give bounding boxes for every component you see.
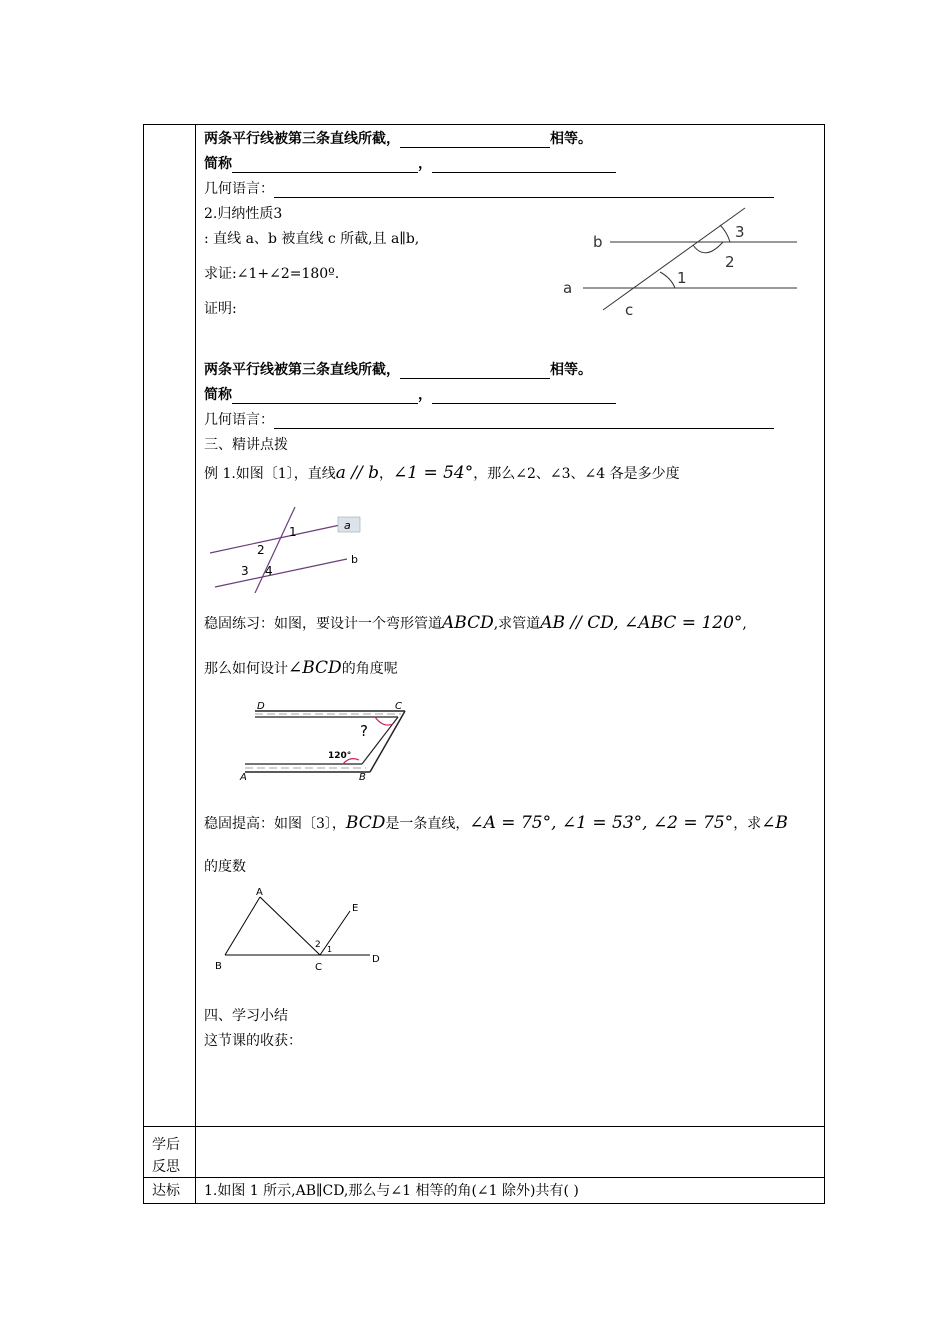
improve-question-line2: 的度数 — [204, 859, 246, 875]
label-B: B — [215, 961, 222, 972]
line-c — [603, 208, 745, 310]
geometry-language-line: 几何语言： — [204, 180, 774, 198]
example1-figure — [205, 505, 370, 595]
label-1: 1 — [289, 525, 297, 539]
label-3: 3 — [241, 564, 249, 578]
table-column-divider — [195, 124, 196, 1204]
property3-given: : 直线 a、b 被直线 c 所截,且 a∥b, — [204, 231, 420, 247]
answer-blank[interactable] — [400, 364, 550, 379]
angle-arc-c — [375, 717, 393, 725]
property-statement: 两条平行线被第三条直线所截， 相等。 — [204, 362, 592, 378]
property3-heading: 2.归纳性质3 — [204, 206, 283, 222]
label-c: c — [625, 301, 634, 319]
section4-title: 四、学习小结 — [204, 1008, 288, 1024]
answer-blank[interactable] — [274, 414, 774, 429]
label-A: A — [240, 772, 247, 782]
label-b: b — [351, 553, 358, 566]
triangle-figure — [210, 885, 390, 975]
label-2: 2 — [725, 253, 735, 271]
example1-question: 例 1.如图〔1〕，直线a // b，∠1 = 54°，那么∠2、∠3、∠4 各是多少度 — [204, 463, 680, 483]
label-a: a — [563, 279, 573, 297]
abbreviation-line: 简称 ， — [204, 155, 616, 173]
section3-title: 三、精讲点拨 — [204, 437, 288, 453]
target-label: 达标 — [152, 1183, 180, 1199]
angle-arc — [693, 242, 723, 253]
line-b — [215, 559, 347, 587]
pipe-figure — [235, 700, 415, 782]
answer-blank[interactable] — [232, 158, 418, 173]
parallel-lines-figure — [555, 200, 805, 325]
label-C: C — [395, 701, 402, 712]
answer-blank[interactable] — [400, 133, 550, 148]
target-question: 1.如图 1 所示,AB∥CD,那么与∠1 相等的角(∠1 除外)共有( ) — [204, 1183, 579, 1199]
reflection-label: 学后 反思 — [152, 1137, 180, 1175]
label-C: C — [315, 962, 322, 973]
angle-arc — [660, 272, 675, 288]
property3-proof: 证明: — [204, 301, 237, 317]
abbreviation-line: 简称 ， — [204, 386, 616, 404]
label-E: E — [352, 903, 359, 914]
section4-harvest: 这节课的收获： — [204, 1033, 302, 1049]
improve-question-line1: 稳固提高：如图〔3〕，BCD是一条直线，∠A = 75°, ∠1 = 53°, ∠2 = 75°，求∠B — [204, 813, 788, 833]
label-D: D — [372, 954, 380, 965]
label-b: b — [593, 233, 603, 251]
label-1: 1 — [677, 269, 687, 287]
line-AB — [225, 897, 260, 955]
label-A: A — [256, 887, 263, 898]
label-a: a — [344, 519, 351, 532]
table-row-divider — [143, 1177, 824, 1178]
label-3: 3 — [735, 223, 745, 241]
property-statement: 两条平行线被第三条直线所截， 相等。 — [204, 131, 592, 147]
answer-blank[interactable] — [432, 158, 616, 173]
label-B: B — [359, 772, 366, 782]
label-D: D — [257, 701, 265, 712]
label-2: 2 — [257, 543, 265, 557]
label-4: 4 — [265, 564, 273, 578]
angle-arc — [720, 225, 730, 242]
answer-blank[interactable] — [274, 183, 774, 198]
table-row-divider — [143, 1126, 824, 1127]
practice-question-line1: 稳固练习：如图，要设计一个弯形管道ABCD,求管道AB // CD, ∠ABC = 120°, — [204, 613, 747, 633]
label-question: ? — [360, 722, 368, 740]
answer-blank[interactable] — [232, 389, 418, 404]
label-120: 120° — [328, 751, 352, 761]
label-2: 2 — [315, 940, 321, 950]
line-AC — [260, 897, 320, 955]
label-1: 1 — [327, 945, 333, 954]
practice-question-line2: 那么如何设计∠BCD的角度呢 — [204, 658, 398, 678]
property3-prove: 求证:∠1+∠2=180º. — [204, 266, 340, 282]
line-CE — [320, 911, 350, 955]
answer-blank[interactable] — [432, 389, 616, 404]
geometry-language-line: 几何语言： — [204, 411, 774, 429]
